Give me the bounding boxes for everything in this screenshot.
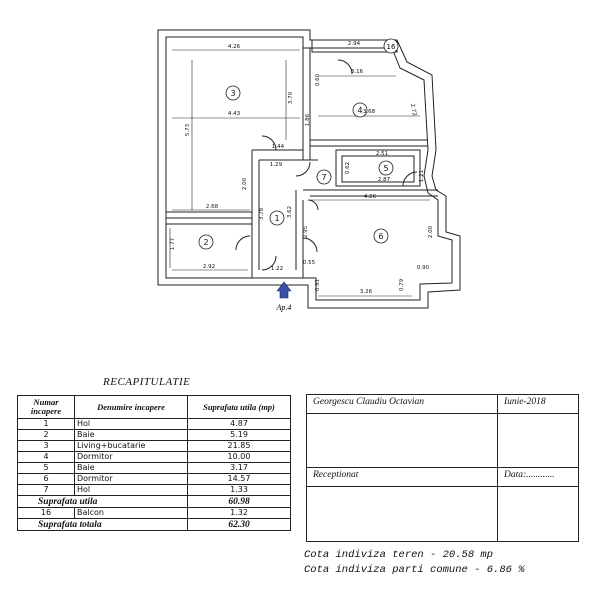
totala-value: 62.30 [188, 519, 291, 531]
cell-area: 1.32 [188, 508, 291, 519]
signature-box [306, 394, 579, 542]
dim-label: 2.51 [375, 151, 389, 157]
room-number: 1 [274, 214, 280, 223]
dim-label: 0.62 [345, 161, 351, 175]
dim-label: 2.00 [428, 225, 434, 239]
cell-name: Dormitor [75, 452, 188, 463]
author-name: Georgescu Claudiu Octavian [307, 395, 498, 414]
cell-num: 1 [18, 419, 75, 430]
utila-value: 60.98 [188, 496, 291, 508]
dim-label: 1.77 [170, 237, 176, 251]
recap-table [17, 395, 291, 531]
entrance-label: Ap.4 [276, 303, 292, 312]
dim-label: 2.72 [408, 103, 418, 117]
dim-label: 1.29 [269, 162, 283, 168]
room-number: 3 [230, 89, 236, 98]
table-row [18, 485, 291, 496]
cell-num: 4 [18, 452, 75, 463]
dim-label: 3.78 [259, 207, 265, 221]
dim-label: 0.91 [315, 278, 321, 292]
dim-label: 0.79 [399, 278, 405, 292]
door-arc [236, 236, 250, 250]
receptionat-signature-area [307, 487, 498, 542]
table-row [18, 430, 291, 441]
door-arc [403, 172, 417, 186]
receptionat-label: Receptionat [307, 468, 498, 487]
dim-label: 2.92 [202, 264, 216, 270]
utila-row [18, 496, 291, 508]
room-number: 16 [386, 43, 396, 51]
door-arc [303, 238, 317, 252]
room-number: 4 [357, 106, 363, 115]
cell-num: 5 [18, 463, 75, 474]
table-row [18, 463, 291, 474]
cell-area: 10.00 [188, 452, 291, 463]
dim-label: 2.68 [205, 204, 219, 210]
cell-area: 5.19 [188, 430, 291, 441]
dim-label: 3.26 [359, 289, 373, 295]
stamp-row [307, 395, 579, 414]
entrance-arrow-icon [277, 282, 291, 298]
dim-label: 1.21 [419, 169, 425, 183]
author-signature-area [307, 413, 498, 468]
header-name: Denumire incapere [75, 396, 188, 419]
header-area: Suprafata utila (mp) [188, 396, 291, 419]
stamp-row [307, 468, 579, 487]
cell-area: 4.87 [188, 419, 291, 430]
dim-label: 1.44 [271, 144, 285, 150]
dim-label: 1.22 [270, 266, 284, 272]
cell-name: Baie [75, 463, 188, 474]
table-header-row [18, 396, 291, 419]
cell-area: 21.85 [188, 441, 291, 452]
dim-label: 4.26 [227, 44, 241, 50]
room-number: 2 [203, 238, 209, 247]
cell-num: 6 [18, 474, 75, 485]
dim-label: 2.00 [242, 177, 248, 191]
dim-label: 2.87 [377, 177, 391, 183]
room-number: 7 [321, 173, 327, 182]
dim-label: 1.86 [305, 113, 311, 127]
cell-num: 7 [18, 485, 75, 496]
recap-title: RECAPITULATIE [103, 376, 191, 388]
totala-label: Suprafata totala [18, 519, 188, 531]
table-row [18, 508, 291, 519]
cell-num: 16 [18, 508, 75, 519]
header-num: Numar incapere [18, 396, 75, 419]
cota-parti: Cota indiviza parti comune - 6.86 % [304, 564, 525, 576]
table-row [18, 474, 291, 485]
cota-teren: Cota indiviza teren - 20.58 mp [304, 549, 494, 561]
stamp-row [307, 487, 579, 542]
cell-area: 1.33 [188, 485, 291, 496]
dim-label: 3.70 [288, 91, 294, 105]
cell-name: Hol [75, 419, 188, 430]
table-row [18, 441, 291, 452]
door-arc [308, 200, 318, 210]
cell-name: Dormitor [75, 474, 188, 485]
dim-label: 3.62 [287, 205, 293, 219]
data-signature-area [498, 487, 579, 542]
cota-indiviza [304, 548, 525, 578]
dim-label: 5.73 [185, 123, 191, 137]
dim-label: 4.26 [363, 194, 377, 200]
cell-num: 2 [18, 430, 75, 441]
date-value: Iunie-2018 [498, 395, 579, 414]
dim-label: 0.60 [315, 73, 321, 87]
date-signature-area [498, 413, 579, 468]
dim-label: 3.16 [350, 69, 364, 75]
dim-label: 2.95 [303, 225, 309, 239]
table-row [18, 419, 291, 430]
totala-row [18, 519, 291, 531]
cell-name: Baie [75, 430, 188, 441]
cell-name: Balcon [75, 508, 188, 519]
door-arc [296, 162, 310, 176]
cell-num: 3 [18, 441, 75, 452]
room-number: 5 [383, 164, 389, 173]
dim-label: 0.90 [416, 265, 430, 271]
room-number: 6 [378, 232, 384, 241]
cell-name: Hol [75, 485, 188, 496]
cell-name: Living+bucatarie [75, 441, 188, 452]
dim-label: 2.94 [347, 41, 361, 47]
utila-label: Suprafata utila [18, 496, 188, 508]
cell-area: 14.57 [188, 474, 291, 485]
stamp-row [307, 413, 579, 468]
data-label: Data:............ [498, 468, 579, 487]
dim-label: 0.55 [302, 260, 316, 266]
dim-label: 4.43 [227, 111, 241, 117]
dim-label: 3.68 [362, 109, 376, 115]
table-row [18, 452, 291, 463]
cell-area: 3.17 [188, 463, 291, 474]
